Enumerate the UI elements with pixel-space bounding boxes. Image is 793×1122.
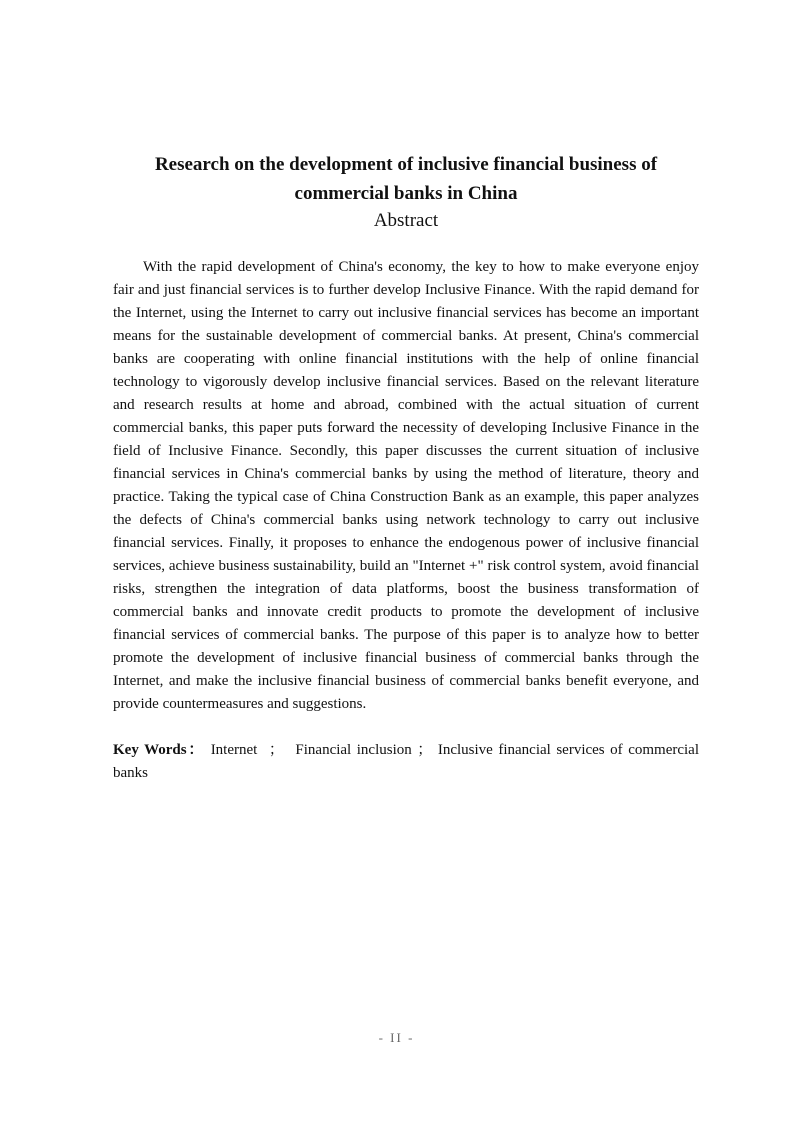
keyword-1: Internet: [210, 742, 258, 758]
abstract-heading: Abstract: [373, 210, 439, 231]
keywords-line: [113, 739, 699, 785]
abstract-paragraph: With the rapid development of China's economy, the key to how to make everyone enjoy fair and just financial services is to further develop Inclusive Finance. With the rapid demand for the Internet, using the Internet to carry out inclusive financial services has become an important means for the sustainable development of commercial banks. At present, China's commercial banks are cooperating with online financial institutions with the help of online financial technology to vigorously develop inclusive financial services. Based on the relevant literature and research results at home and abroad, combined with the actual situation of current commercial banks, this paper puts forward the necessity of developing Inclusive Finance in the field of Inclusive Finance. Secondly, this paper discusses the current situation of inclusive financial services in China's commercial banks by using the method of literature, theory and practice. Taking the typical case of China Construction Bank as an example, this paper analyzes the defects of China's commercial banks using network technology to carry out inclusive financial services. Finally, it proposes to enhance the endogenous power of inclusive financial services, achieve business sustainability, build an "Internet +" risk control system, avoid financial risks, strengthen the integration of data platforms, boost the business transformation of commercial banks and innovate credit products to promote the development of inclusive financial services of commercial banks. The purpose of this paper is to analyze how to better promote the development of inclusive financial business of commercial banks through the Internet, and make the inclusive financial business of commercial banks benefit everyone, and provide countermeasures and suggestions.: [113, 259, 699, 712]
page-number: - II -: [378, 1030, 415, 1045]
paper-title-line-2: commercial banks in China: [294, 183, 518, 204]
keyword-2: Financial inclusion: [295, 742, 412, 758]
keywords-label: Key Words：: [113, 742, 206, 758]
paper-title: [113, 150, 699, 208]
keyword-separator: ；: [268, 742, 284, 758]
keyword-3: Inclusive financial services of commercial banks: [113, 742, 699, 781]
keyword-separator: ；: [417, 742, 433, 758]
paper-title-line-1: Research on the development of inclusive financial business of: [154, 154, 658, 175]
page-content: [113, 150, 699, 785]
